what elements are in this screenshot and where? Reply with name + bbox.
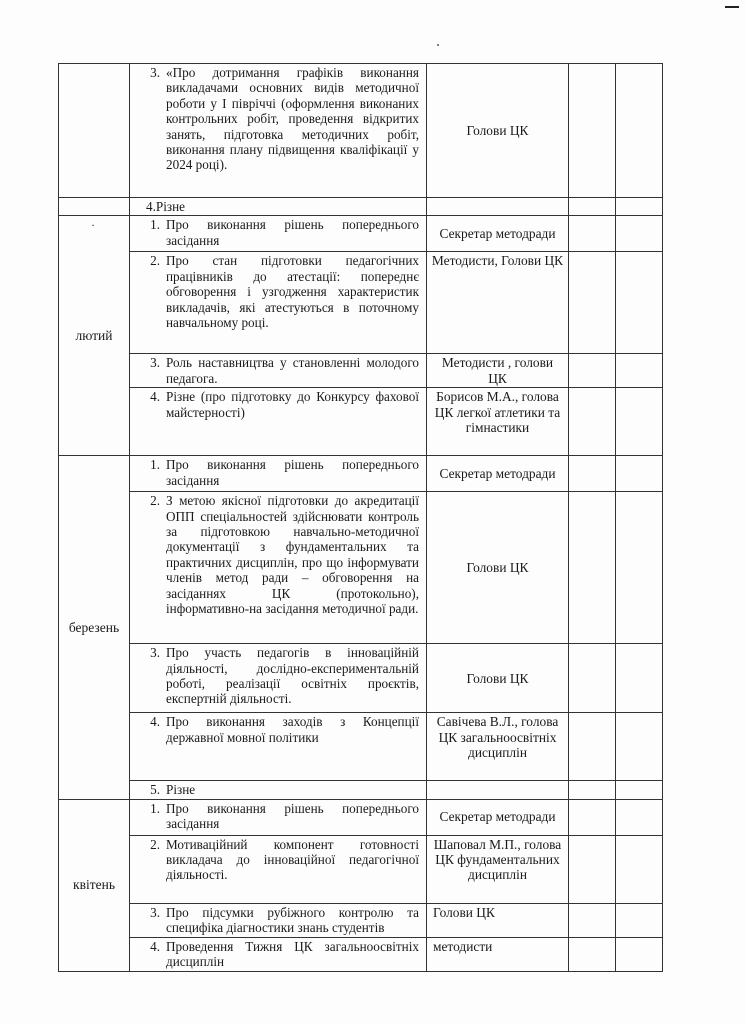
extra-cell xyxy=(569,64,616,198)
item-number: 5. xyxy=(150,782,160,798)
extra-cell xyxy=(569,456,616,492)
extra-cell xyxy=(569,781,616,799)
item-text: 4.Різне xyxy=(146,199,186,214)
topic-cell xyxy=(130,781,427,799)
topic-cell xyxy=(130,799,427,835)
extra-cell xyxy=(616,713,663,781)
responsible-cell xyxy=(427,781,569,799)
methodical-plan-table xyxy=(58,63,663,972)
responsible-cell: Секретар методради xyxy=(427,456,569,492)
table-row xyxy=(59,216,663,252)
table-row xyxy=(59,781,663,799)
month-cell-february xyxy=(59,216,130,456)
topic-cell xyxy=(130,456,427,492)
topic-cell xyxy=(130,492,427,644)
item-number: 2. xyxy=(150,253,160,269)
topic-cell xyxy=(130,198,427,216)
item-text: Проведення Тижня ЦК загальноосвітніх дисциплін xyxy=(166,938,419,970)
table-row xyxy=(59,644,663,713)
responsible-cell: Секретар методради xyxy=(427,216,569,252)
extra-cell xyxy=(569,937,616,971)
extra-cell xyxy=(616,835,663,903)
item-number: 3. xyxy=(150,355,160,371)
extra-cell xyxy=(616,198,663,216)
table-row xyxy=(59,937,663,971)
extra-cell xyxy=(616,644,663,713)
extra-cell xyxy=(616,456,663,492)
item-number: 4. xyxy=(150,389,160,405)
item-text: Роль наставництва у становленні молодого педагога. xyxy=(166,355,419,386)
scan-mark: · xyxy=(91,218,95,233)
responsible-cell: Голови ЦК xyxy=(427,64,569,198)
month-label: березень xyxy=(68,619,120,635)
topic-cell xyxy=(130,252,427,354)
table-row xyxy=(59,252,663,354)
extra-cell xyxy=(569,354,616,388)
extra-cell xyxy=(569,492,616,644)
extra-cell xyxy=(569,799,616,835)
month-cell-empty xyxy=(59,64,130,198)
responsible-cell: Голови ЦК xyxy=(427,492,569,644)
responsible-cell: Секретар методради xyxy=(427,799,569,835)
item-text: Про підсумки рубіжного контролю та специфіка діагностики знань студентів xyxy=(166,904,419,936)
table-row xyxy=(59,456,663,492)
month-label: квітень xyxy=(73,877,115,893)
item-text: Про участь педагогів в інноваційній діяльності, дослідно-експериментальній роботі, реалізації освітніх проєктів, експертній діяльності. xyxy=(166,645,419,707)
topic-cell xyxy=(130,216,427,252)
topic-cell xyxy=(130,713,427,781)
responsible-cell: Методисти, Голови ЦК xyxy=(427,252,569,354)
responsible-cell: Голови ЦК xyxy=(427,644,569,713)
item-text: Різне (про підготовку до Конкурсу фахової майстерності) xyxy=(166,389,419,420)
item-text: «Про дотримання графіків виконання викладачами основних видів методичної роботи у I півріччі (оформлення виконаних контрольних робіт, проведення відкритих занять, підготовка методичних робіт, виконання плану підвищення кваліфікації у 2024 році). xyxy=(166,65,419,173)
responsible-cell: Шаповал М.П., голова ЦК фундаментальних дисциплін xyxy=(427,835,569,903)
extra-cell xyxy=(616,388,663,456)
extra-cell xyxy=(569,713,616,781)
topic-cell xyxy=(130,388,427,456)
extra-cell xyxy=(616,64,663,198)
item-text: Різне xyxy=(166,782,196,798)
scan-corner-mark xyxy=(725,6,739,8)
month-cell-april xyxy=(59,799,130,971)
topic-cell xyxy=(130,64,427,198)
item-number: 3. xyxy=(150,645,160,661)
extra-cell xyxy=(616,781,663,799)
table-row xyxy=(59,492,663,644)
extra-cell xyxy=(616,252,663,354)
extra-cell xyxy=(569,216,616,252)
table-row xyxy=(59,903,663,937)
extra-cell xyxy=(616,799,663,835)
table-row xyxy=(59,354,663,388)
table-row xyxy=(59,64,663,198)
table-row xyxy=(59,835,663,903)
table-row xyxy=(59,713,663,781)
responsible-cell xyxy=(427,198,569,216)
extra-cell xyxy=(616,216,663,252)
extra-cell xyxy=(616,937,663,971)
item-text: З метою якісної підготовки до акредитації ОПП спеціальностей здійснювати контроль за підготовкою навчально-методичної документації з фундаментальних та практичних дисциплін, про що інформувати членів метод ради – обговорення на засіданнях ЦК (протокольно), інформативно-на засідання методичної ради. xyxy=(166,493,419,617)
item-number: 2. xyxy=(150,836,160,852)
topic-cell xyxy=(130,937,427,971)
item-number: 1. xyxy=(150,457,160,473)
item-text: Про виконання заходів з Концепції державної мовної політики xyxy=(166,714,419,745)
item-number: 3. xyxy=(150,65,160,80)
topic-cell xyxy=(130,354,427,388)
responsible-cell: Борисов М.А., голова ЦК легкої атлетики та гімнастики xyxy=(427,388,569,456)
topic-cell xyxy=(130,835,427,903)
extra-cell xyxy=(616,492,663,644)
extra-cell xyxy=(569,252,616,354)
item-number: 2. xyxy=(150,493,160,509)
table-row xyxy=(59,388,663,456)
month-cell-march xyxy=(59,456,130,799)
responsible-cell: Савічева В.Л., голова ЦК загальноосвітніх дисциплін xyxy=(427,713,569,781)
item-number: 4. xyxy=(150,938,160,954)
item-text: Про виконання рішень попереднього засідання xyxy=(166,217,419,248)
extra-cell xyxy=(616,354,663,388)
month-cell-empty xyxy=(59,198,130,216)
extra-cell xyxy=(616,903,663,937)
item-number: 1. xyxy=(150,800,160,816)
item-text: Про стан підготовки педагогічних працівників до атестації: попереднє обговорення і узгодження характеристик викладачів, які атестуються в поточному навчальному році. xyxy=(166,253,419,331)
responsible-cell: методисти xyxy=(427,937,569,971)
item-number: 3. xyxy=(150,904,160,920)
responsible-cell: Голови ЦК xyxy=(427,903,569,937)
item-number: 1. xyxy=(150,217,160,233)
item-text: Про виконання рішень попереднього засідання xyxy=(166,800,419,832)
extra-cell xyxy=(569,835,616,903)
scan-speck xyxy=(437,44,439,46)
table-row xyxy=(59,198,663,216)
item-text: Про виконання рішень попереднього засідання xyxy=(166,457,419,488)
extra-cell xyxy=(569,644,616,713)
item-number: 4. xyxy=(150,714,160,730)
extra-cell xyxy=(569,903,616,937)
topic-cell xyxy=(130,903,427,937)
table-row xyxy=(59,799,663,835)
item-text: Мотиваційний компонент готовності викладача до інноваційної педагогічної діяльності. xyxy=(166,836,419,883)
extra-cell xyxy=(569,388,616,456)
topic-cell xyxy=(130,644,427,713)
responsible-cell: Методисти , голови ЦК xyxy=(427,354,569,388)
extra-cell xyxy=(569,198,616,216)
month-label: лютий xyxy=(75,328,113,344)
